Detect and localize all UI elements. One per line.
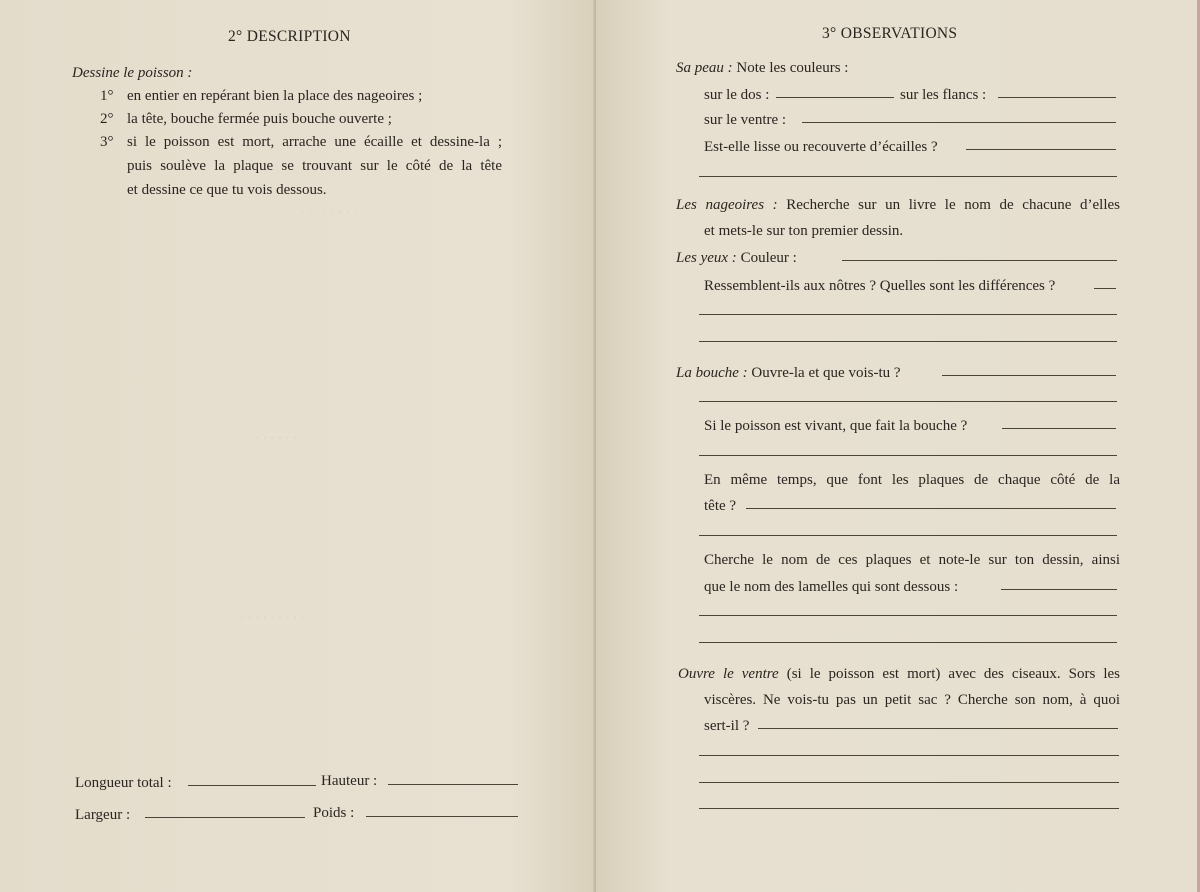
ventre-instruction-text: (si le poisson est mort) avec des ciseaux. Sors les xyxy=(786,666,1120,682)
bleed-through: · · · · · · · · · xyxy=(240,610,305,625)
step-text-continued: puis soulève la plaque se trouvant sur le côté de la tête xyxy=(127,158,502,174)
dos-field[interactable] xyxy=(776,97,894,98)
dos-label: sur le dos : xyxy=(704,87,770,103)
step-text: si le poisson est mort, arrache une écaille et dessine-la ; xyxy=(127,134,502,150)
yeux-field-3[interactable] xyxy=(699,341,1117,342)
bouche-line xyxy=(676,364,901,382)
step-number: 1° xyxy=(100,88,114,104)
ventre-field[interactable] xyxy=(802,122,1116,123)
cherche-field-3[interactable] xyxy=(699,642,1117,643)
hauteur-label: Hauteur : xyxy=(321,773,378,789)
largeur-label: Largeur : xyxy=(75,807,131,823)
peau-label: Sa peau : xyxy=(676,60,733,76)
peau-line xyxy=(676,59,848,77)
ventre-answer-field-3[interactable] xyxy=(699,782,1119,783)
ventre-instruction xyxy=(678,665,1120,683)
step-text: la tête, bouche fermée puis bouche ouverte ; xyxy=(127,111,392,127)
step-text-continued: et dessine ce que tu vois dessous. xyxy=(127,182,327,198)
ventre-answer-field[interactable] xyxy=(758,728,1118,729)
left-page xyxy=(0,0,596,892)
section-title: 3° OBSERVATIONS xyxy=(822,25,958,42)
flancs-label: sur les flancs : xyxy=(900,87,987,103)
bouche-label: La bouche : xyxy=(676,365,748,381)
yeux-line xyxy=(676,249,797,267)
bouche-field-2[interactable] xyxy=(699,401,1117,402)
ventre-answer-field-4[interactable] xyxy=(699,808,1119,809)
cherche-question: Cherche le nom de ces plaques et note-le sur ton dessin, ainsi xyxy=(704,552,1120,568)
yeux-label: Les yeux : xyxy=(676,250,737,266)
yeux-field-2[interactable] xyxy=(699,314,1117,315)
cherche-field[interactable] xyxy=(1001,589,1117,590)
yeux-field[interactable] xyxy=(1094,288,1116,289)
poids-field[interactable] xyxy=(366,816,518,817)
nageoires-text-2: et mets-le sur ton premier dessin. xyxy=(704,223,904,239)
nageoires-line xyxy=(676,196,1120,214)
hauteur-field[interactable] xyxy=(388,784,518,785)
ventre-label: sur le ventre : xyxy=(704,112,787,128)
longueur-field[interactable] xyxy=(188,785,316,786)
largeur-field[interactable] xyxy=(145,817,305,818)
nageoires-text: Recherche sur un livre le nom de chacune d’elles xyxy=(786,197,1121,213)
ventre-instruction-2: viscères. Ne vois-tu pas un petit sac ? Cherche son nom, à quoi xyxy=(704,692,1120,708)
right-page xyxy=(596,0,1200,892)
lisse-question: Est-elle lisse ou recouverte d’écailles ? xyxy=(704,139,938,155)
cherche-field-2[interactable] xyxy=(699,615,1117,616)
peau-text: Note les couleurs : xyxy=(736,60,849,76)
step-number: 3° xyxy=(100,134,114,150)
lisse-field[interactable] xyxy=(966,149,1116,150)
plaques-field[interactable] xyxy=(746,508,1116,509)
bouche-field[interactable] xyxy=(942,375,1116,376)
yeux-couleur: Couleur : xyxy=(740,250,797,266)
bleed-through: · · · · · · xyxy=(255,430,298,445)
nageoires-label: Les nageoires : xyxy=(676,197,778,213)
bouche-text: Ouvre-la et que vois-tu ? xyxy=(751,365,901,381)
step-number: 2° xyxy=(100,111,114,127)
plaques-question-2: tête ? xyxy=(704,498,737,514)
vivant-question: Si le poisson est vivant, que fait la bouche ? xyxy=(704,418,968,434)
poids-label: Poids : xyxy=(313,805,355,821)
step-text: en entier en repérant bien la place des nageoires ; xyxy=(127,88,423,104)
ventre-instruction-3: sert-il ? xyxy=(704,718,750,734)
vivant-field-2[interactable] xyxy=(699,455,1117,456)
yeux-couleur-field[interactable] xyxy=(842,260,1117,261)
cherche-question-2: que le nom des lamelles qui sont dessous : xyxy=(704,579,959,595)
plaques-question: En même temps, que font les plaques de chaque côté de la xyxy=(704,472,1120,488)
flancs-field[interactable] xyxy=(998,97,1116,98)
instruction-heading: Dessine le poisson : xyxy=(72,65,193,81)
section-title: 2° DESCRIPTION xyxy=(228,28,351,45)
yeux-question: Ressemblent-ils aux nôtres ? Quelles sont les différences ? xyxy=(704,278,1056,294)
lisse-field-2[interactable] xyxy=(699,176,1117,177)
bleed-through: · · · · · · · · xyxy=(300,205,358,220)
plaques-field-2[interactable] xyxy=(699,535,1117,536)
ventre-instruction-label: Ouvre le ventre xyxy=(678,666,779,682)
ventre-answer-field-2[interactable] xyxy=(699,755,1119,756)
longueur-label: Longueur total : xyxy=(75,775,172,791)
vivant-field[interactable] xyxy=(1002,428,1116,429)
